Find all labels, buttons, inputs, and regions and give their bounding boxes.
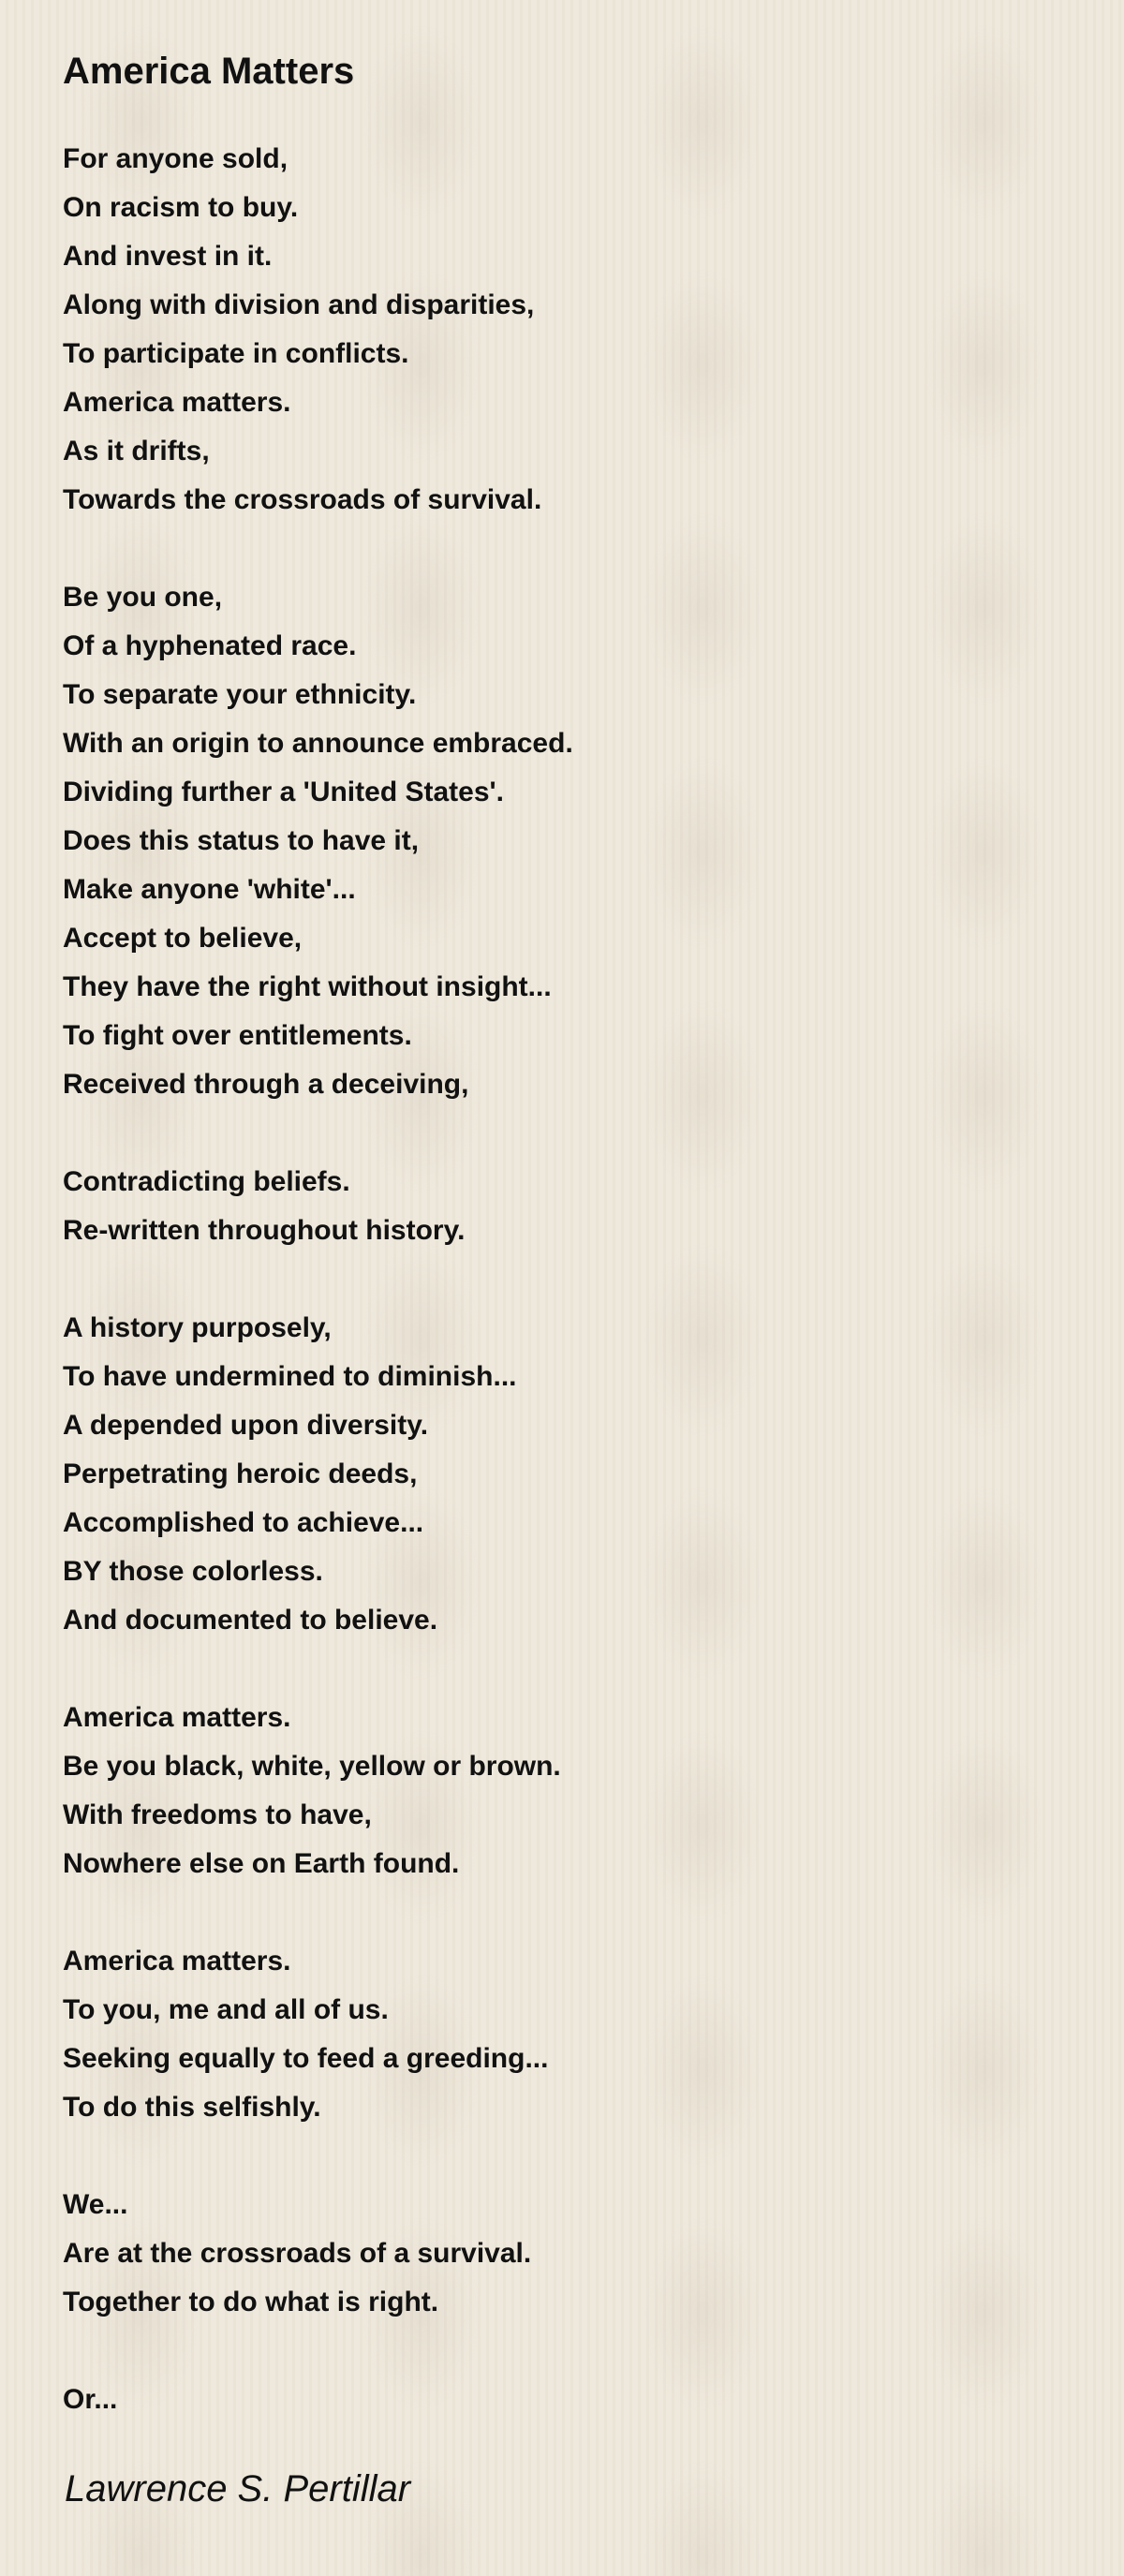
poem-line: America matters.	[63, 1702, 291, 1733]
stanza	[63, 1937, 1074, 2132]
poem-line: To participate in conflicts.	[63, 338, 409, 369]
poem-line: America matters.	[63, 387, 291, 418]
poem-line: Be you black, white, yellow or brown.	[63, 1751, 561, 1782]
poem-line: To fight over entitlements.	[63, 1020, 412, 1051]
poem-line: Seeking equally to feed a greeding...	[63, 2043, 549, 2074]
poem-line: Nowhere else on Earth found.	[63, 1848, 460, 1879]
poem-line: To separate your ethnicity.	[63, 679, 417, 710]
poem-line: Make anyone 'white'...	[63, 874, 356, 905]
poem-line: Of a hyphenated race.	[63, 630, 357, 661]
poem-line: Or...	[63, 2384, 118, 2415]
stanza	[63, 135, 1074, 525]
poem-line: Are at the crossroads of a survival.	[63, 2238, 532, 2269]
poem-body	[63, 135, 1074, 2424]
poem-line: Received through a deceiving,	[63, 1069, 469, 1100]
poem-title: America Matters	[63, 51, 355, 92]
stanza	[63, 1694, 1074, 1888]
poem-line: And documented to believe.	[63, 1605, 438, 1636]
poem-line: Accept to believe,	[63, 923, 303, 954]
poem-line: Re-written throughout history.	[63, 1215, 466, 1246]
stanza	[63, 1158, 1074, 1255]
poem-line: Towards the crossroads of survival.	[63, 484, 542, 515]
poem-line: Together to do what is right.	[63, 2287, 439, 2317]
poem-author: Lawrence S. Pertillar	[65, 2468, 411, 2509]
poem-line: A depended upon diversity.	[63, 1410, 429, 1441]
poem-line: To do this selfishly.	[63, 2092, 321, 2123]
poem-line: With freedoms to have,	[63, 1799, 372, 1830]
poem-line: A history purposely,	[63, 1312, 332, 1343]
poem-line: As it drifts,	[63, 436, 210, 466]
poem-line: And invest in it.	[63, 241, 273, 272]
poem-line: To have undermined to diminish...	[63, 1361, 517, 1392]
poem-line: For anyone sold,	[63, 143, 288, 174]
poem-line: Dividing further a 'United States'.	[63, 777, 504, 807]
stanza	[63, 573, 1074, 1109]
stanza	[63, 2181, 1074, 2327]
poem-line: Be you one,	[63, 582, 223, 613]
poem-line: BY those colorless.	[63, 1556, 323, 1587]
poem-line: We...	[63, 2189, 128, 2220]
poem-line: They have the right without insight...	[63, 971, 552, 1002]
poem-line: With an origin to announce embraced.	[63, 728, 573, 759]
poem	[63, 49, 1074, 2473]
stanza	[63, 2376, 1074, 2424]
poem-line: Contradicting beliefs.	[63, 1166, 350, 1197]
poem-line: Accomplished to achieve...	[63, 1507, 424, 1538]
poem-line: On racism to buy.	[63, 192, 299, 223]
poem-line: America matters.	[63, 1946, 291, 1976]
stanza	[63, 1304, 1074, 1645]
poem-line: Does this status to have it,	[63, 825, 420, 856]
poem-line: To you, me and all of us.	[63, 1994, 389, 2025]
poem-line: Along with division and disparities,	[63, 289, 535, 320]
poem-line: Perpetrating heroic deeds,	[63, 1458, 418, 1489]
